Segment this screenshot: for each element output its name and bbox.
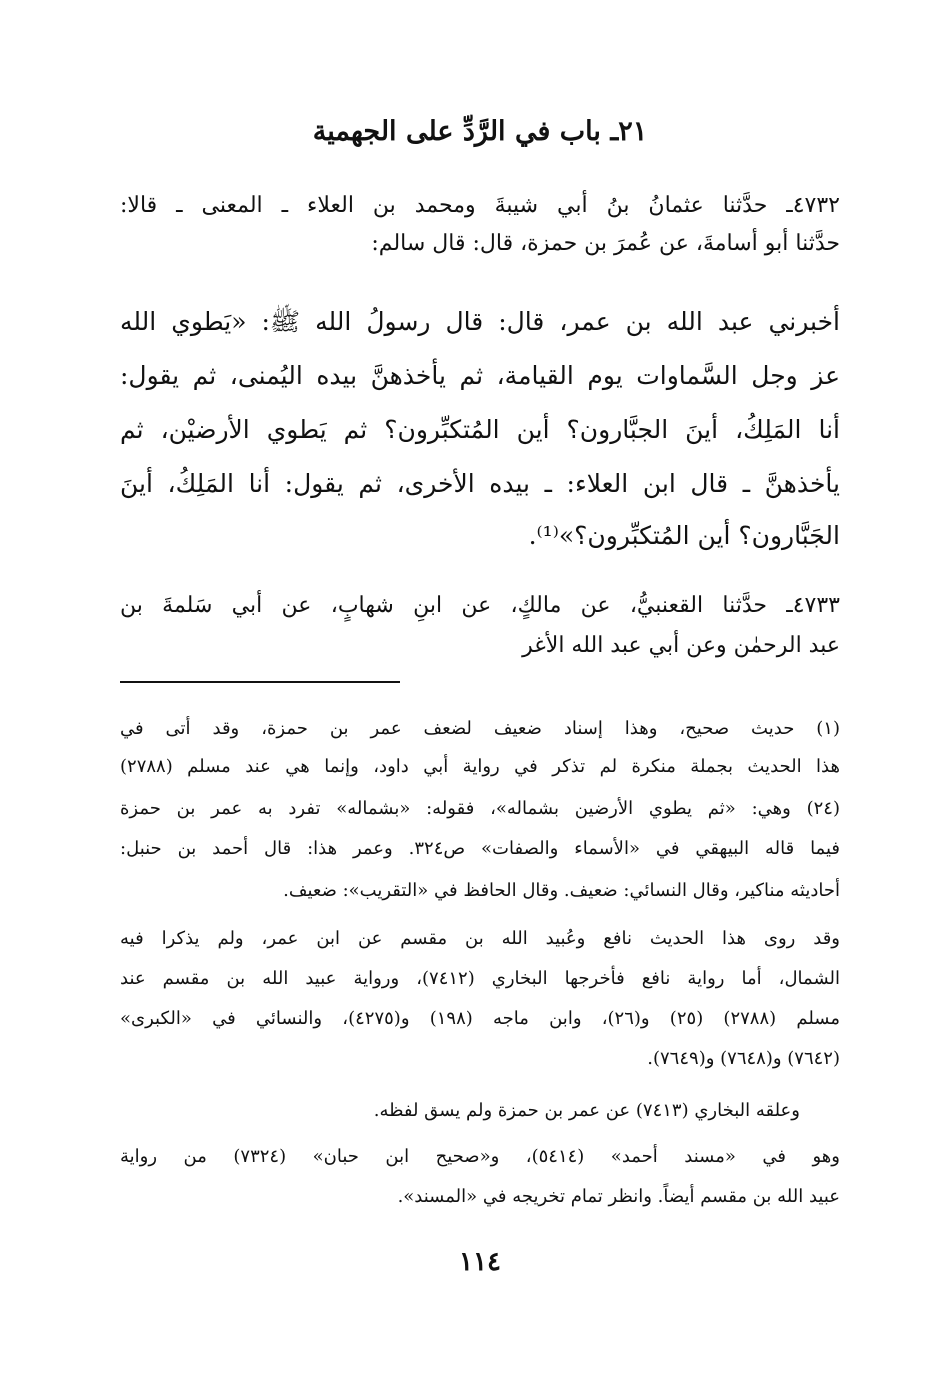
book-page — [120, 0, 840, 1378]
page-number: ١١٤ — [459, 1247, 501, 1277]
footnote-line-1: (١) حديث صحيح، وهذا إسناد ضعيف لضعف عمر بن حمزة، وقد أتى في — [120, 718, 840, 739]
hadith-4732-matn-line-4: يأخذهنَّ ـ قال ابن العلاء: ـ بيده الأخرى، ثم يقول: أنا المَلِكُ، أينَ — [120, 469, 840, 498]
footnote-line-7: الشمال، أما رواية نافع فأخرجها البخاري (٧٤١٢)، ورواية عبيد الله بن مقسم عند — [120, 968, 840, 989]
hadith-4732-matn-line-5: الجَبَّارون؟ أين المُتكبِّرون؟»⁽¹⁾. — [528, 521, 840, 550]
hadith-4733-isnad-line-2: عبد الرحمٰن وعن أبي عبد الله الأغر — [522, 633, 840, 658]
hadith-4732-matn-line-2: عز وجل السَّماوات يوم القيامة، ثم يأخذهنَّ بيده اليُمنى، ثم يقول: — [120, 361, 840, 390]
footnote-separator — [120, 681, 400, 683]
footnote-line-2: هذا الحديث بجملة منكرة لم تذكر في رواية أبي داود، وإنما هي عند مسلم (٢٧٨٨) — [120, 756, 840, 777]
footnote-line-11: وهو في «مسند أحمد» (٥٤١٤)، و«صحيح ابن حبان» (٧٣٢٤) من رواية — [120, 1146, 840, 1167]
footnote-line-8: مسلم (٢٧٨٨) (٢٥) و(٢٦)، وابن ماجه (١٩٨) و(٤٢٧٥)، والنسائي في «الكبرى» — [120, 1008, 840, 1029]
hadith-4732-isnad-line-2: حدَّثنا أبو أسامةَ، عن عُمرَ بن حمزة، قال: قال سالم: — [371, 231, 840, 256]
footnote-line-9: (٧٦٤٢) و(٧٦٤٨) و(٧٦٤٩). — [647, 1048, 840, 1069]
hadith-4732-isnad-line-1: ٤٧٣٢ـ حدَّثنا عثمانُ بنُ أبي شيبةَ ومحمد بن العلاء ـ المعنى ـ قالا: — [120, 193, 840, 218]
hadith-4733-isnad-line-1: ٤٧٣٣ـ حدَّثنا القعنبيُّ، عن مالكٍ، عن ابنِ شهابٍ، عن أبي سَلمةَ بن — [120, 593, 840, 618]
footnote-line-4: فيما قاله البيهقي في «الأسماء والصفات» ص٣٢٤. وعمر هذا: قال أحمد بن حنبل: — [120, 838, 840, 859]
hadith-4732-matn-line-3: أنا المَلِكُ، أينَ الجبَّارون؟ أين المُتكبِّرون؟ ثم يَطوي الأرضيْن، ثم — [120, 415, 840, 444]
hadith-4732-matn-line-1: أخبرني عبد الله بن عمر، قال: قال رسولُ الله ﷺ: «يَطوي الله — [120, 307, 840, 336]
footnote-line-10: وعلقه البخاري (٧٤١٣) عن عمر بن حمزة ولم يسق لفظه. — [373, 1100, 800, 1121]
footnote-line-12: عبيد الله بن مقسم أيضاً. وانظر تمام تخريجه في «المسند». — [397, 1186, 840, 1207]
chapter-title: ٢١ـ باب في الرَّدِّ على الجهمية — [312, 116, 648, 147]
footnote-line-6: وقد روى هذا الحديث نافع وعُبيد الله بن مقسم عن ابن عمر، ولم يذكرا فيه — [120, 928, 840, 949]
footnote-line-5: أحاديثه مناكير، وقال النسائي: ضعيف. وقال الحافظ في «التقريب»: ضعيف. — [283, 880, 840, 901]
footnote-line-3: (٢٤) وهي: «ثم يطوي الأرضين بشماله»، فقوله: «بشماله» تفرد به عمر بن حمزة — [120, 798, 840, 819]
